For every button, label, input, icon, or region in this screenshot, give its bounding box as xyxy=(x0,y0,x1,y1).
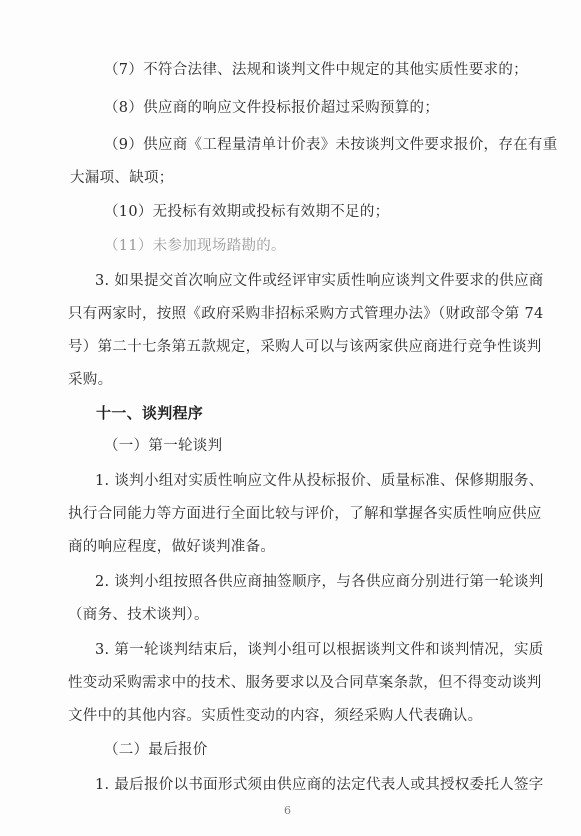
paragraph-3-line-4: 采购。 xyxy=(68,372,113,388)
round1-item1-line-1: 1. 谈判小组对实质性响应文件从投标报价、质量标准、保修期服务、 xyxy=(95,473,544,489)
subsection-heading-first-round: （一）第一轮谈判 xyxy=(104,438,223,454)
list-item-8: （8）供应商的响应文件投标报价超过采购预算的； xyxy=(104,100,440,116)
round1-item3-line-2: 性变动采购需求中的技术、服务要求以及合同草案条款，但不得变动谈判 xyxy=(68,675,542,691)
round1-item1-line-3: 商的响应程度，做好谈判准备。 xyxy=(68,539,276,555)
section-heading: 十一、谈判程序 xyxy=(96,404,204,422)
paragraph-3-line-3: 号）第二十七条第五款规定，采购人可以与该两家供应商进行竞争性谈判 xyxy=(68,339,542,355)
list-item-7: （7）不符合法律、法规和谈判文件中规定的其他实质性要求的； xyxy=(104,62,528,78)
round1-item1-line-2: 执行合同能力等方面进行全面比较与评价，了解和掌握各实质性响应供应 xyxy=(68,506,542,522)
paragraph-3-line-2: 只有两家时，按照《政府采购非招标采购方式管理办法》（财政部令第 74 xyxy=(68,306,544,322)
list-item-10: （10）无投标有效期或投标有效期不足的； xyxy=(104,204,390,220)
subsection-heading-final-quote: （二）最后报价 xyxy=(104,742,208,758)
round1-item2-line-1: 2. 谈判小组按照各供应商抽签顺序，与各供应商分别进行第一轮谈判 xyxy=(95,574,544,590)
final-quote-item1-line-1: 1. 最后报价以书面形式须由供应商的法定代表人或其授权委托人签字 xyxy=(95,777,544,793)
page-number: 6 xyxy=(284,804,291,817)
list-item-11: （11）未参加现场踏勘的。 xyxy=(104,238,286,254)
list-item-9-continuation: 大漏项、缺项； xyxy=(70,170,174,186)
round1-item2-line-2: （商务、技术谈判）。 xyxy=(68,607,209,623)
list-item-9: （9）供应商《工程量清单计价表》未按谈判文件要求报价，存在有重 xyxy=(104,137,558,153)
paragraph-3-line-1: 3. 如果提交首次响应文件或经评审实质性响应谈判文件要求的供应商 xyxy=(95,273,544,289)
round1-item3-line-3: 文件中的其他内容。实质性变动的内容，须经采购人代表确认。 xyxy=(68,708,483,724)
round1-item3-line-1: 3. 第一轮谈判结束后，谈判小组可以根据谈判文件和谈判情况，实质 xyxy=(95,642,544,658)
